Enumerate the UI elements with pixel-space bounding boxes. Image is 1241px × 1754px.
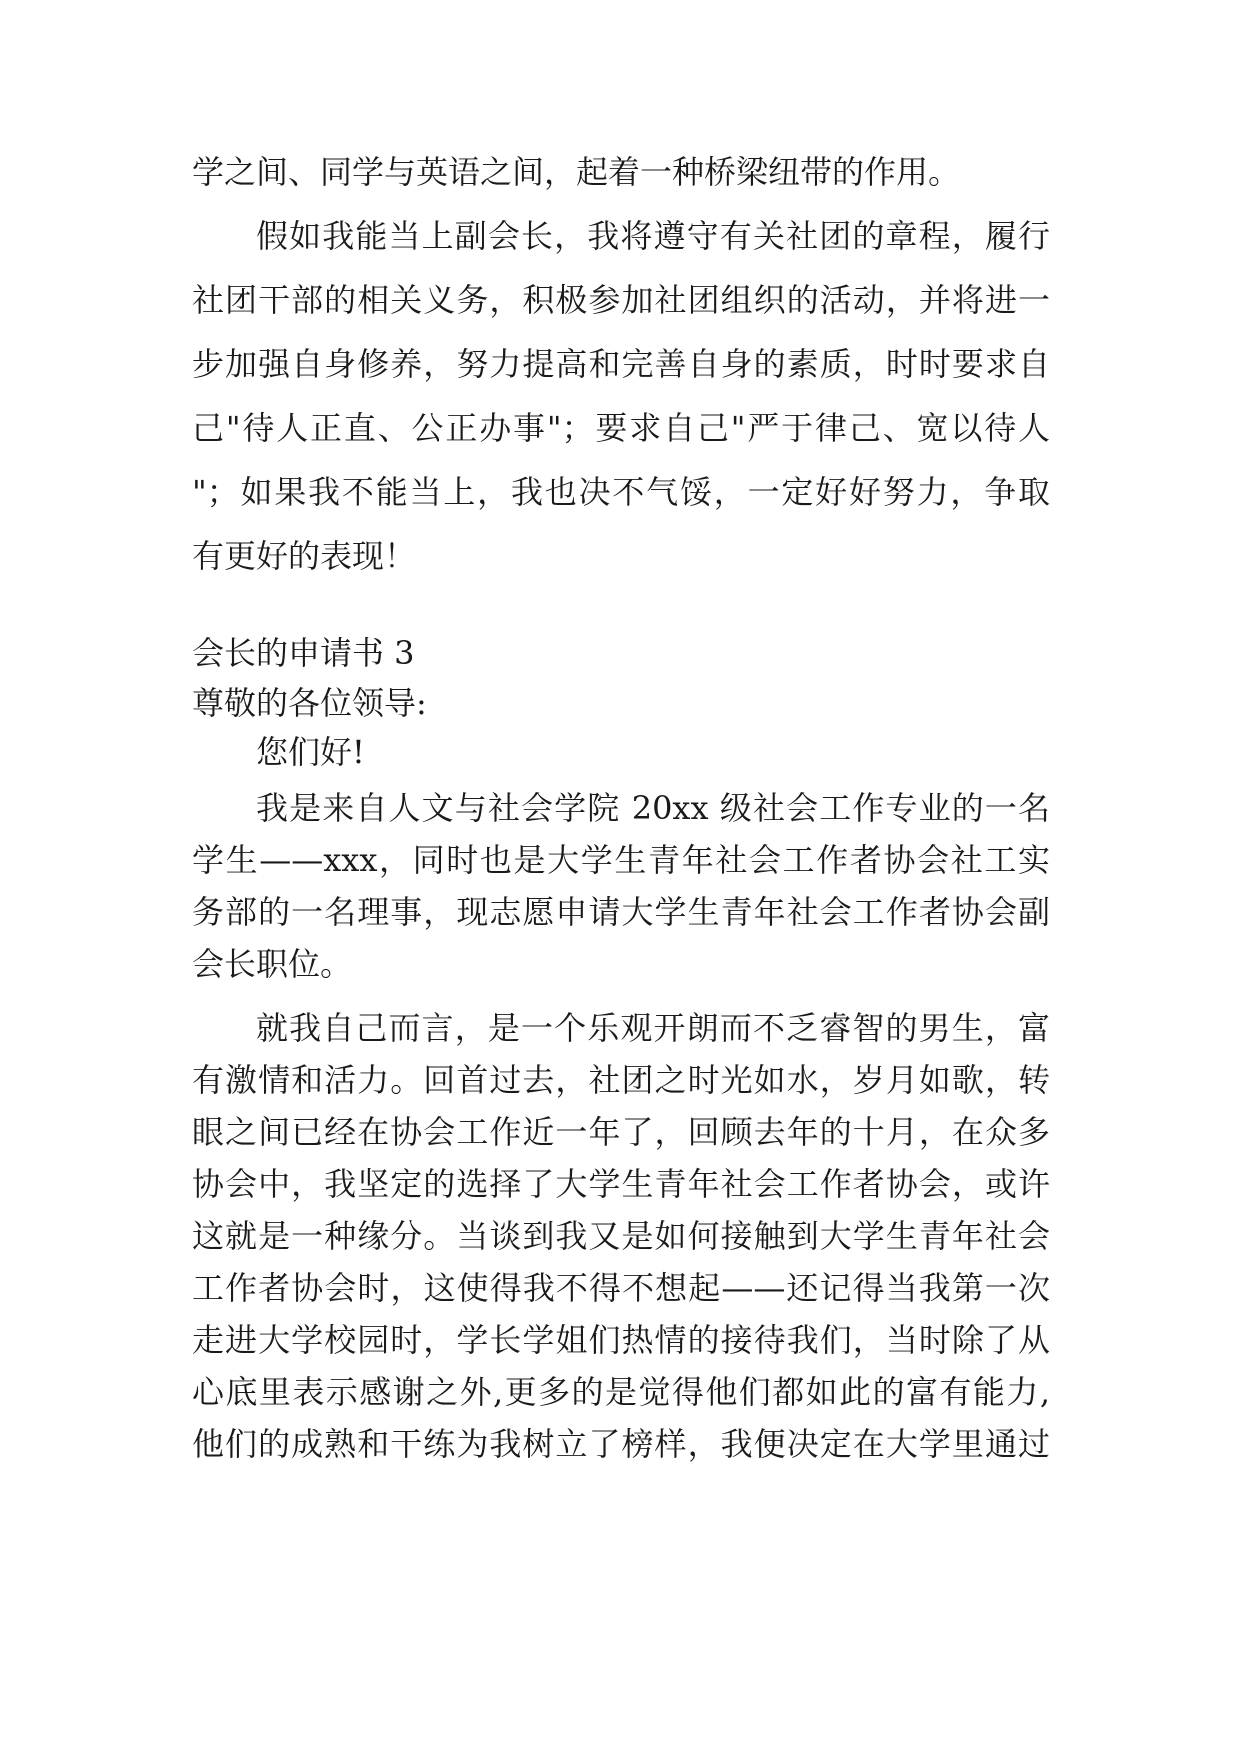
text-line-6: "；如果我不能当上，我也决不气馁，一定好好努力，争取 [192,473,1050,511]
text-line-3: 社团干部的相关义务，积极参加社团组织的活动，并将进一 [192,281,1050,319]
text-line-18: 协会中，我坚定的选择了大学生青年社会工作者协会，或许 [192,1165,1050,1203]
text-line-11: 我是来自人文与社会学院 20xx 级社会工作专业的一名 [256,789,1050,827]
text-line-20: 工作者协会时，这使得我不得不想起——还记得当我第一次 [192,1269,1050,1307]
text-line-19: 这就是一种缘分。当谈到我又是如何接触到大学生青年社会 [192,1217,1050,1255]
text-line-4: 步加强自身修养，努力提高和完善自身的素质，时时要求自 [192,345,1050,383]
section-heading: 会长的申请书 3 [192,634,415,672]
text-line-5: 己"待人正直、公正办事"；要求自己"严于律己、宽以待人 [192,409,1050,447]
text-line-17: 眼之间已经在协会工作近一年了，回顾去年的十月，在众多 [192,1113,1050,1151]
text-line-22: 心底里表示感谢之外,更多的是觉得他们都如此的富有能力, [192,1373,1050,1411]
text-line-14: 会长职位。 [192,945,353,983]
text-line-7: 有更好的表现！ [192,537,417,575]
text-line-15: 就我自己而言，是一个乐观开朗而不乏睿智的男生，富 [256,1009,1050,1047]
text-line-1: 学之间、同学与英语之间，起着一种桥梁纽带的作用。 [192,153,961,191]
text-line-21: 走进大学校园时，学长学姐们热情的接待我们，当时除了从 [192,1321,1050,1359]
text-line-13: 务部的一名理事，现志愿申请大学生青年社会工作者协会副 [192,893,1050,931]
text-line-23: 他们的成熟和干练为我树立了榜样，我便决定在大学里通过 [192,1425,1050,1463]
salutation: 尊敬的各位领导: [192,684,427,722]
text-line-16: 有激情和活力。回首过去，社团之时光如水，岁月如歌，转 [192,1061,1050,1099]
greeting: 您们好! [256,733,365,771]
text-line-2: 假如我能当上副会长，我将遵守有关社团的章程，履行 [256,217,1050,255]
text-line-12: 学生——xxx，同时也是大学生青年社会工作者协会社工实 [192,841,1050,879]
